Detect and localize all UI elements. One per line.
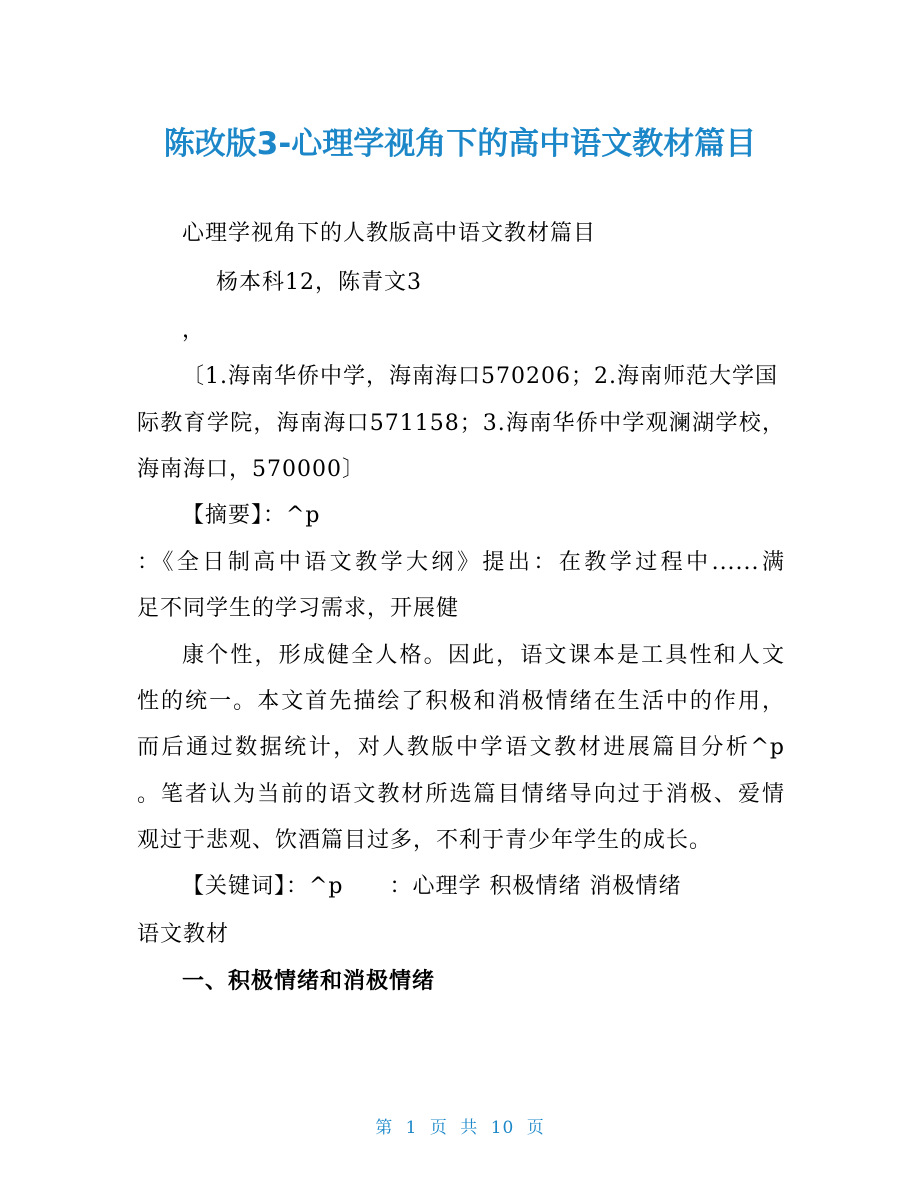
affiliation-line-1: 〔1.海南华侨中学，海南海口570206；2.海南师范大学国	[182, 364, 778, 389]
abstract-line-3: 康个性，形成健全人格。因此，语文课本是工具性和人文	[182, 643, 785, 668]
abstract-line-2: 足不同学生的学习需求，开展健	[137, 596, 460, 621]
abstract-line-4: 性的统一。本文首先描绘了积极和消极情绪在生活中的作用，	[137, 689, 785, 714]
keywords-continuation: 语文教材	[137, 922, 230, 947]
document-title: 陈改版3-心理学视角下的高中语文教材篇目	[163, 126, 757, 162]
authors: 杨本科12，陈青文3	[216, 270, 422, 295]
abstract-line-7: 观过于悲观、饮酒篇目过多，不利于青少年学生的成长。	[137, 828, 713, 853]
abstract-line-6: 。笔者认为当前的语文教材所选篇目情绪导向过于消极、爱情	[137, 782, 785, 807]
page-number-footer: 第 1 页 共 10 页	[375, 1118, 545, 1138]
comma-line: ，	[182, 318, 206, 343]
affiliation-line-3: 海南海口，570000〕	[137, 457, 365, 482]
abstract-line-1: ：《全日制高中语文教学大纲》提出：在教学过程中......满	[137, 550, 785, 575]
subtitle: 心理学视角下的人教版高中语文教材篇目	[182, 221, 597, 246]
section-heading: 一、积极情绪和消极情绪	[182, 969, 436, 994]
abstract-label: 【摘要】：^p	[182, 503, 321, 528]
keywords-line: 【关键词】：^p ：心理学 积极情绪 消极情绪	[182, 874, 682, 899]
abstract-line-5: 而后通过数据统计，对人教版中学语文教材进展篇目分析^p	[137, 735, 785, 760]
affiliation-line-2: 际教育学院，海南海口571158；3.海南华侨中学观澜湖学校，	[137, 411, 785, 436]
